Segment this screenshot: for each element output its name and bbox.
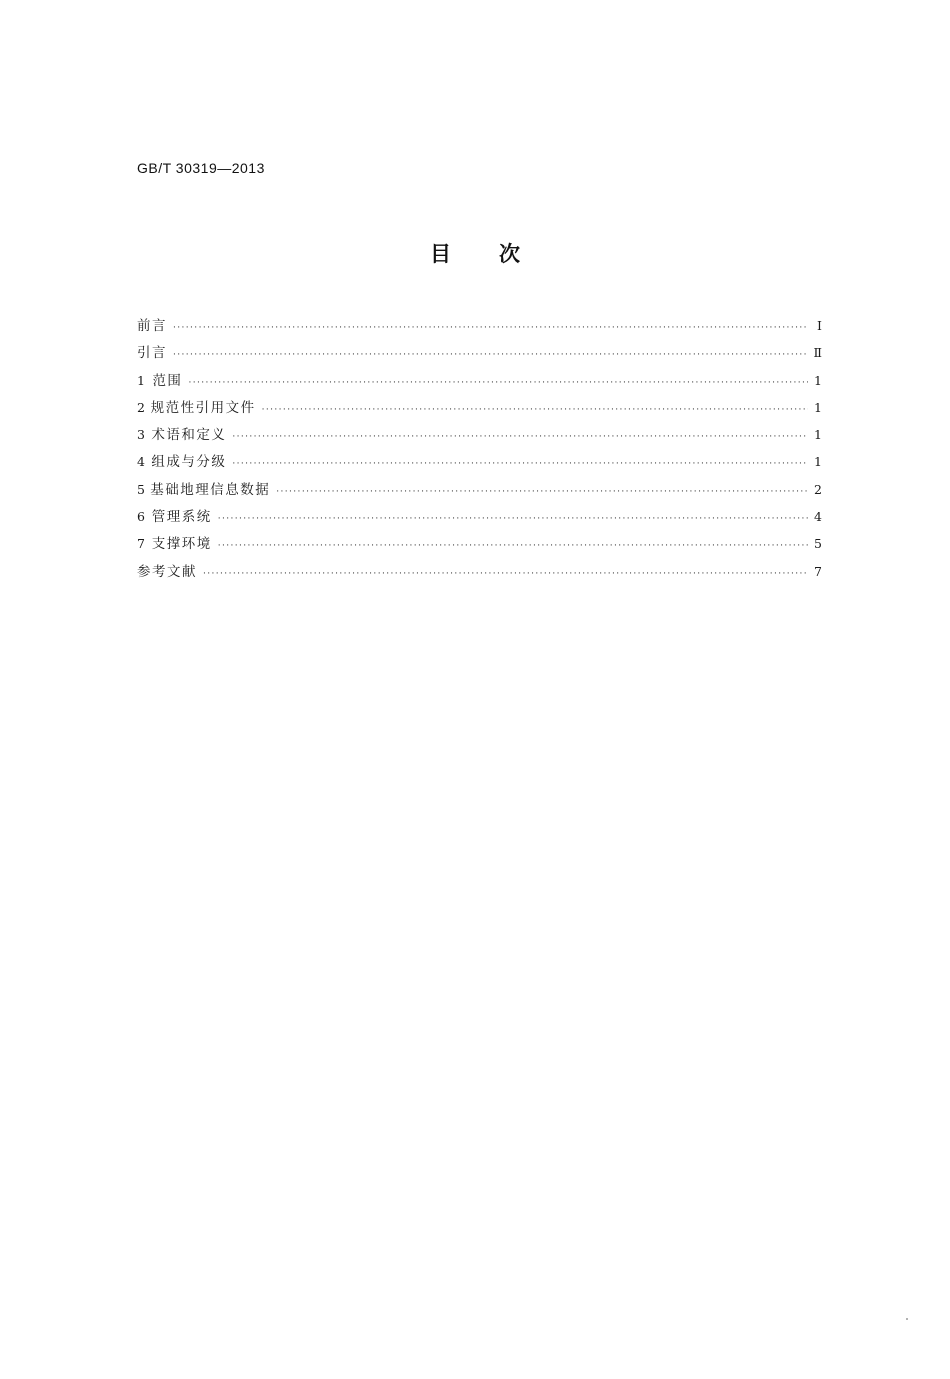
toc-page-number: 1: [814, 372, 822, 388]
toc-entry-label: 组成与分级: [151, 454, 227, 471]
toc-entry-terms-definitions[interactable]: [137, 421, 822, 448]
table-of-contents: [137, 312, 822, 585]
toc-entry-management-system[interactable]: [137, 503, 822, 530]
toc-entry-label: 支撑环境: [151, 536, 212, 553]
toc-dot-leader: [173, 342, 808, 369]
toc-dot-leader: [188, 370, 808, 397]
toc-entry-introduction[interactable]: [137, 339, 822, 366]
toc-entry-geo-data[interactable]: [137, 476, 822, 503]
toc-page-number: 2: [814, 481, 822, 497]
toc-section-number: 4: [137, 454, 145, 470]
toc-page-number: 1: [814, 427, 822, 443]
toc-section-number: 6: [137, 509, 145, 525]
toc-page-number: 1: [814, 454, 822, 470]
standard-number: GB/T 30319—2013: [137, 160, 265, 176]
toc-entry-label: 基础地理信息数据: [150, 481, 271, 498]
toc-entry-label: 规范性引用文件: [150, 399, 256, 416]
toc-entry-label: 管理系统: [151, 509, 212, 526]
toc-entry-support-environment[interactable]: [137, 530, 822, 557]
toc-dot-leader: [218, 506, 808, 533]
toc-page-number: 4: [814, 509, 822, 525]
page-title: 目次: [430, 242, 568, 266]
scan-artifact-dot: [906, 1318, 908, 1320]
toc-page-number: 7: [814, 563, 822, 579]
toc-entry-normative-references[interactable]: [137, 394, 822, 421]
toc-entry-composition-grading[interactable]: [137, 448, 822, 475]
toc-section-number: 5: [137, 481, 145, 497]
toc-section-number: 3: [137, 427, 145, 443]
toc-dot-leader: [232, 424, 808, 451]
toc-entry-bibliography[interactable]: [137, 558, 822, 585]
toc-section-number: 1: [137, 372, 145, 388]
toc-entry-label: 参考文献: [137, 563, 197, 580]
toc-page-number: 1: [814, 399, 822, 415]
toc-entry-label: 术语和定义: [151, 427, 227, 444]
toc-entry-scope[interactable]: [137, 367, 822, 394]
toc-dot-leader: [262, 397, 808, 424]
toc-section-number: 2: [137, 399, 145, 415]
toc-page-number: Ⅰ: [817, 318, 822, 333]
toc-dot-leader: [218, 533, 808, 560]
toc-dot-leader: [203, 561, 808, 588]
toc-page-number: Ⅱ: [813, 345, 822, 361]
toc-dot-leader: [276, 479, 808, 506]
toc-dot-leader: [173, 315, 808, 342]
toc-dot-leader: [232, 451, 808, 478]
toc-entry-label: 范围: [152, 372, 183, 389]
toc-entry-label: 引言: [137, 345, 167, 362]
toc-section-number: 7: [137, 536, 145, 552]
toc-page-number: 5: [814, 536, 822, 552]
toc-entry-label: 前言: [137, 318, 167, 334]
toc-entry-foreword[interactable]: [137, 312, 822, 339]
